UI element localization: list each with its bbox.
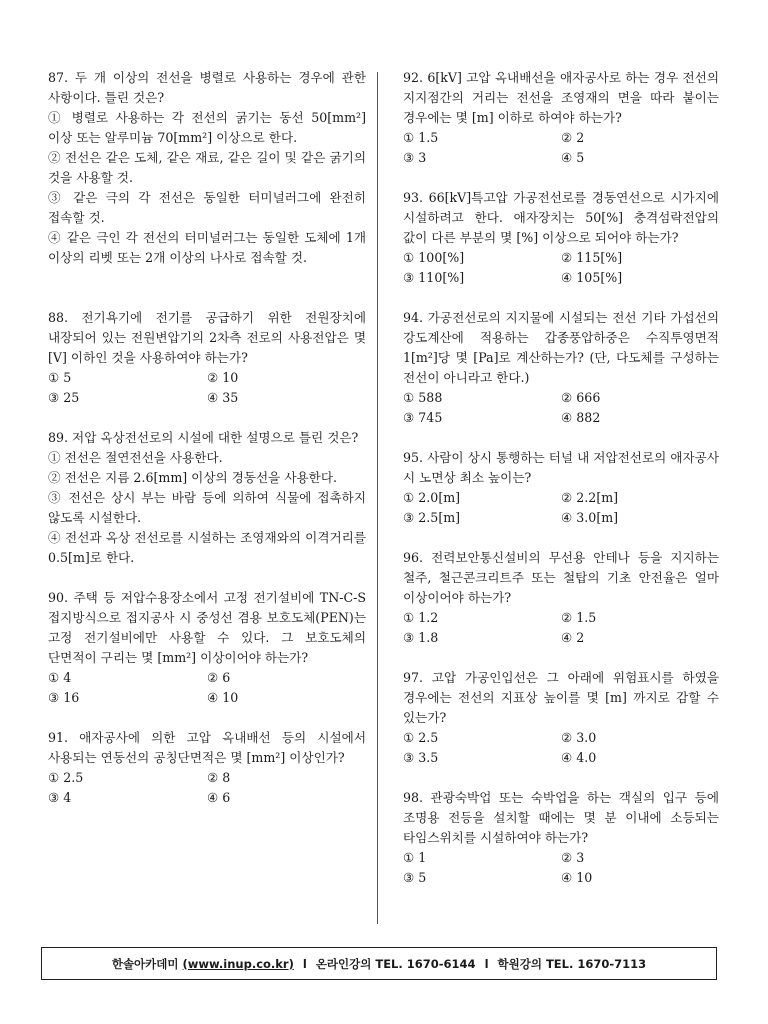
option-1: ① 2.0[m] [403, 490, 461, 505]
option-grid [403, 488, 719, 528]
question-text: 90. 주택 등 저압수용장소에서 고정 전기설비에 TN-C-S 접지방식으로 접지공사 시 중성선 겸용 보호도체(PEN)는 고정 전기설비에만 사용할 수 있다. 그 보호도체의 단면적이 구리는 몇 [mm²] 이상이어야 하는가? [48, 590, 366, 665]
option-4: ④ 882 [561, 410, 601, 425]
question-89 [48, 428, 366, 568]
option-4: ④ 105[%] [561, 270, 623, 285]
option-1: ① 2.5 [403, 730, 439, 745]
question-96 [403, 548, 719, 648]
option-4: ④ 3.0[m] [561, 510, 619, 525]
option-3: ③ 3 [403, 150, 427, 165]
question-90 [48, 588, 366, 708]
option-grid [403, 728, 719, 768]
option-3: ③ 4 [48, 790, 72, 805]
option-3: ③ 745 [403, 410, 443, 425]
option-4: ④ 전선과 옥상 전선로를 시설하는 조영재와의 이격거리를 0.5[m]로 한다. [48, 530, 366, 565]
option-3: ③ 5 [403, 870, 427, 885]
option-3: ③ 25 [48, 390, 80, 405]
question-text: 93. 66[kV]특고압 가공전선로를 경동연선으로 시가지에 시설하려고 한다. 애자장치는 50[%] 충격섬락전압의 값이 다른 부분의 몇 [%] 이상으로 되어야 하는가? [403, 190, 719, 245]
footer-separator: l [484, 956, 489, 971]
academy-name: 한솔아카데미 [111, 956, 179, 971]
option-list [48, 108, 366, 268]
footer-bar [41, 947, 717, 980]
option-2: ② 3.0 [561, 730, 597, 745]
option-1: ① 1.2 [403, 610, 439, 625]
option-1: ① 5 [48, 370, 72, 385]
question-88 [48, 308, 366, 408]
option-grid [403, 388, 719, 428]
option-1: ① 1 [403, 850, 427, 865]
option-3: ③ 3.5 [403, 750, 439, 765]
option-2: ② 6 [207, 670, 231, 685]
question-text: 97. 고압 가공인입선은 그 아래에 위험표시를 하였을 경우에는 전선의 지표상 높이를 몇 [m] 까지로 감할 수 있는가? [403, 670, 719, 725]
question-text: 96. 전력보안통신설비의 무선용 안테나 등을 지지하는 철주, 철근콘크리트주 또는 철탑의 기초 안전율은 얼마 이상이어야 하는가? [403, 550, 719, 605]
option-3: ③ 1.8 [403, 630, 439, 645]
option-2: ② 10 [207, 370, 239, 385]
option-list [48, 448, 366, 568]
option-grid [403, 848, 719, 888]
option-4: ④ 6 [207, 790, 231, 805]
question-text: 95. 사람이 상시 통행하는 터널 내 저압전선로의 애자공사 시 노면상 최소 높이는? [403, 450, 719, 485]
offline-lecture-phone: 학원강의 TEL. 1670-7113 [497, 956, 647, 971]
option-1: ① 1.5 [403, 130, 439, 145]
option-grid [403, 608, 719, 648]
option-4: ④ 같은 극인 각 전선의 터미널러그는 동일한 도체에 1개 이상의 리벳 또는 2개 이상의 나사로 접속할 것. [48, 230, 366, 265]
option-4: ④ 2 [561, 630, 585, 645]
option-2: ② 115[%] [561, 250, 623, 265]
option-grid [48, 768, 366, 808]
footer-separator: l [302, 956, 307, 971]
question-text: 91. 애자공사에 의한 고압 옥내배선 등의 시설에서 사용되는 연동선의 공칭단면적은 몇 [mm²] 이상인가? [48, 730, 366, 765]
option-3: ③ 16 [48, 690, 80, 705]
question-text: 87. 두 개 이상의 전선을 병렬로 사용하는 경우에 관한 사항이다. 틀린 것은? [48, 70, 366, 105]
online-lecture-phone: 온라인강의 TEL. 1670-6144 [315, 956, 476, 971]
option-grid [403, 248, 719, 288]
option-grid [403, 128, 719, 168]
option-4: ④ 10 [561, 870, 593, 885]
option-1: ① 100[%] [403, 250, 465, 265]
question-text: 88. 전기욕기에 전기를 공급하기 위한 전원장치에 내장되어 있는 전원변압기의 2차측 전로의 사용전압은 몇 [V] 이하인 것을 사용하여야 하는가? [48, 310, 366, 365]
option-grid [48, 368, 366, 408]
question-97 [403, 668, 719, 768]
option-2: ② 666 [561, 390, 601, 405]
option-2: ② 3 [561, 850, 585, 865]
question-87 [48, 68, 366, 268]
question-93 [403, 188, 719, 288]
option-1: ① 병렬로 사용하는 각 전선의 굵기는 동선 50[mm²] 이상 또는 알루미늄 70[mm²] 이상으로 한다. [48, 110, 366, 145]
option-4: ④ 10 [207, 690, 239, 705]
question-98 [403, 788, 719, 888]
option-1: ① 4 [48, 670, 72, 685]
option-3: ③ 110[%] [403, 270, 465, 285]
option-grid [48, 668, 366, 708]
option-2: ② 전선은 지름 2.6[mm] 이상의 경동선을 사용한다. [48, 470, 338, 485]
column-divider [377, 72, 378, 924]
question-text: 94. 가공전선로의 지지물에 시설되는 전선 기타 가섭선의 강도계산에 적용하는 갑종풍압하중은 수직투영면적 1[m²]당 몇 [Pa]로 계산하는가? (단, 다도체를 구성하는 전선이 아니라고 한다.) [403, 310, 719, 385]
option-2: ② 2 [561, 130, 585, 145]
option-1: ① 2.5 [48, 770, 84, 785]
question-91 [48, 728, 366, 808]
question-text: 89. 저압 옥상전선로의 시설에 대한 설명으로 틀린 것은? [48, 430, 359, 445]
question-92 [403, 68, 719, 168]
option-4: ④ 35 [207, 390, 239, 405]
option-4: ④ 5 [561, 150, 585, 165]
question-text: 92. 6[kV] 고압 옥내배선을 애자공사로 하는 경우 전선의 지지점간의 거리는 전선을 조영재의 면을 따라 붙이는 경우에는 몇 [m] 이하로 하여야 하는가? [403, 70, 719, 125]
option-3: ③ 전선은 상시 부는 바람 등에 의하여 식물에 접촉하지 않도록 시설한다. [48, 490, 366, 525]
question-text: 98. 관광숙박업 또는 숙박업을 하는 객실의 입구 등에 조명용 전등을 설치할 때에는 몇 분 이내에 소등되는 타임스위치를 시설하여야 하는가? [403, 790, 719, 845]
option-3: ③ 2.5[m] [403, 510, 461, 525]
website-link[interactable]: (www.inup.co.kr) [182, 956, 294, 971]
option-2: ② 1.5 [561, 610, 597, 625]
option-2: ② 8 [207, 770, 231, 785]
question-95 [403, 448, 719, 528]
option-1: ① 전선은 절연전선을 사용한다. [48, 450, 223, 465]
option-1: ① 588 [403, 390, 443, 405]
option-2: ② 전선은 같은 도체, 같은 재료, 같은 길이 및 같은 굵기의 것을 사용할 것. [48, 150, 366, 185]
left-column [48, 68, 366, 808]
question-94 [403, 308, 719, 428]
option-3: ③ 같은 극의 각 전선은 동일한 터미널러그에 완전히 접속할 것. [48, 190, 366, 225]
option-2: ② 2.2[m] [561, 490, 619, 505]
right-column [403, 68, 719, 888]
option-4: ④ 4.0 [561, 750, 597, 765]
